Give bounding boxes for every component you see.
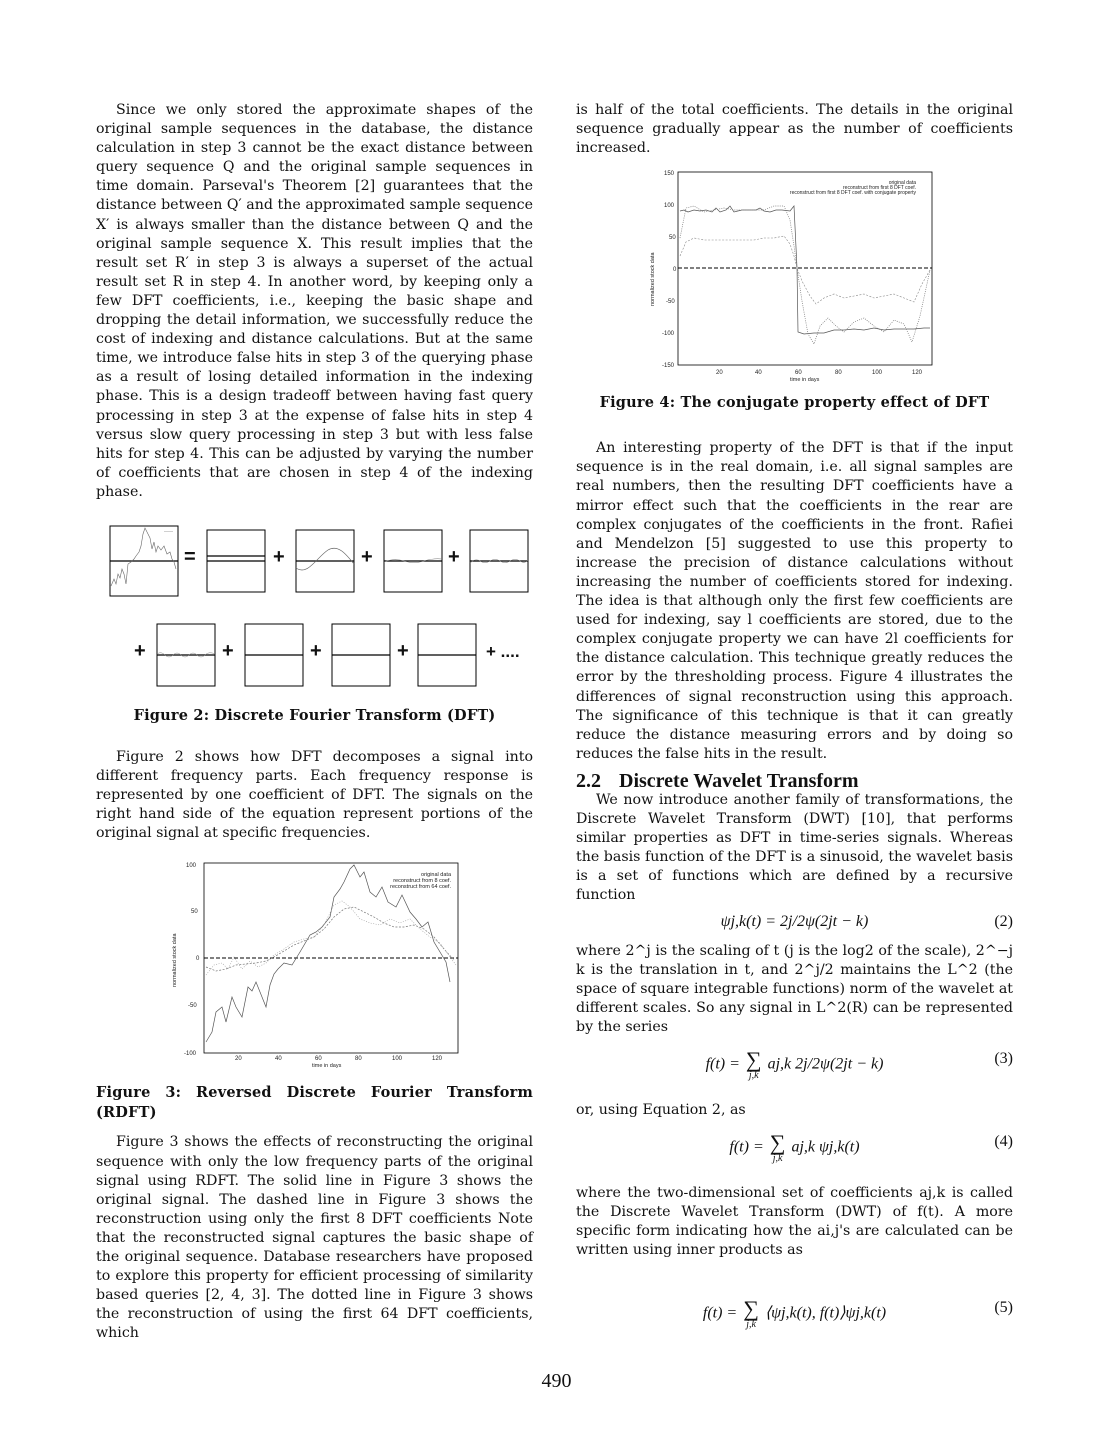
figure-4-line-chart: [644, 166, 944, 384]
plus-operator: +: [134, 639, 146, 662]
paragraph: where the two-dimensional set of coefficients aj,k is called the Discrete Wavelet Transform (DWT) of f(t). A more specific form indicating how the ai,j's are calculated can be written using inner products as: [576, 1185, 1013, 1259]
paragraph: We now introduce another family of transformations, the Discrete Wavelet Transform (DWT) [10], that performs similar properties as DFT in time-series signals. Whereas the basis function of the DFT is a sinusoid, the wavelet basis is a set of functions which are defined by a recursive function: [576, 791, 1013, 904]
svg-text:50: 50: [191, 909, 198, 916]
svg-text:60: 60: [315, 1056, 322, 1063]
figure-2-original-signal-plot: [106, 524, 181, 602]
equation-4-rhs: aj,k ψj,k(t): [791, 1138, 860, 1156]
equals-operator: =: [184, 545, 196, 568]
figure-2-component-plot: [241, 622, 305, 690]
svg-text:-50: -50: [666, 299, 675, 306]
figure-2-component-plot: [414, 622, 478, 690]
svg-text:normalized stock data: normalized stock data: [172, 933, 178, 988]
equation-3-number: (3): [994, 1050, 1013, 1067]
svg-text:40: 40: [275, 1056, 282, 1063]
svg-text:original data: original data: [421, 872, 451, 879]
svg-text:80: 80: [835, 370, 842, 377]
svg-text:0: 0: [196, 956, 200, 963]
figure-3-line-chart: [164, 857, 464, 1070]
svg-text:-100: -100: [184, 1051, 197, 1058]
paragraph: is half of the total coefficients. The details in the original sequence gradually appear as the number of coefficients increased.: [576, 102, 1013, 157]
equation-5-rhs: ⟨ψj,k(t), f(t)⟩ψj,k(t): [764, 1305, 887, 1323]
equation-2-body: ψj,k(t) = 2j/2ψ(2jt − k): [720, 912, 869, 930]
equation-4-lhs: f(t) =: [729, 1138, 764, 1156]
svg-text:-100: -100: [662, 331, 675, 338]
svg-text:-50: -50: [188, 1003, 197, 1010]
equation-4-number: (4): [994, 1133, 1013, 1151]
plus-ellipsis-operator: + ....: [486, 641, 520, 661]
svg-text:100: 100: [392, 1056, 403, 1063]
svg-text:reconstruct from 8 coef.: reconstruct from 8 coef.: [393, 878, 451, 885]
svg-text:0: 0: [673, 267, 677, 274]
figure-2-component-plot: [153, 622, 217, 690]
plus-operator: +: [361, 545, 373, 568]
equation-3-rhs: aj,k 2j/2ψ(2jt − k): [767, 1055, 884, 1073]
section-number: 2.2: [576, 769, 601, 792]
plus-operator: +: [448, 545, 460, 568]
svg-text:-150: -150: [662, 363, 675, 370]
svg-text:50: 50: [669, 235, 676, 242]
equation-3: [576, 1049, 1013, 1101]
paragraph: An interesting property of the DFT is that if the input sequence is in the real domain, i.e. all signal samples are real numbers, then the resulting DFT coefficients have a mirror effect such that the coefficients in the rear are complex conjugates of the coefficients in the front. Rafiei and Mendelzon [5] suggested to use this property to increase the precision of distance calculations without increasing the number of coefficients stored for indexing. The idea is that although only the first few coefficients are used for indexing, say l coefficients are stored, due to the complex conjugate property we can have 2l coefficients for the distance calculation. This technique greatly reduces the error by the thresholding process. Figure 4 illustrates the differences of signal reconstruction using this approach. The significance of this technique is that it can greatly reduce the distance measuring errors and by doing so reduces the false hits in the result.: [576, 440, 1013, 762]
svg-text:120: 120: [432, 1056, 443, 1063]
svg-text:150: 150: [664, 171, 675, 178]
svg-text:time in days: time in days: [790, 377, 820, 384]
figure-2-component-plot: [380, 528, 444, 596]
svg-text:40: 40: [755, 370, 762, 377]
equation-5-lhs: f(t) =: [702, 1305, 738, 1323]
svg-text:time in days: time in days: [312, 1063, 342, 1070]
figure-3-caption: Figure 3: Reversed Discrete Fourier Transform (RDFT): [96, 1084, 533, 1121]
svg-text:reconstruct from 64 coef.: reconstruct from 64 coef.: [390, 884, 451, 891]
svg-text:normalized stock data: normalized stock data: [650, 252, 656, 307]
svg-text:80: 80: [355, 1056, 362, 1063]
svg-text:20: 20: [235, 1056, 242, 1063]
svg-text:120: 120: [912, 370, 923, 377]
svg-text:100: 100: [664, 203, 675, 210]
svg-text:60: 60: [795, 370, 802, 377]
figure-2-component-plot: [292, 528, 356, 596]
summation-symbol: ∑ j,k: [743, 1296, 759, 1331]
plus-operator: +: [273, 545, 285, 568]
figure-2-component-plot: [328, 622, 392, 690]
plus-operator: +: [222, 639, 234, 662]
page-number: 490: [541, 1370, 572, 1392]
svg-text:100: 100: [186, 863, 197, 870]
svg-text:reconstruct from first 8 DFT c: reconstruct from first 8 DFT coef. with conjugate property: [789, 190, 916, 197]
summation-symbol: ∑ j,k: [745, 1047, 762, 1081]
paragraph: or, using Equation 2, as: [576, 1102, 746, 1118]
section-title: Discrete Wavelet Transform: [619, 769, 859, 792]
plus-operator: +: [310, 639, 322, 662]
paragraph: where 2^j is the scaling of t (j is the log2 of the scale), 2^−j k is the translation in t, and 2^j/2 maintains the L^2 (the space of square integrable functions) norm of the wavelet at different scales. So any signal in L^2(R) can be represented by the series: [576, 942, 1013, 1035]
plus-operator: +: [397, 639, 409, 662]
paragraph: Figure 2 shows how DFT decomposes a signal into different frequency parts. Each frequency response is represented by one coefficient of DFT. The signals on the right hand side of the equation represent portions of the original signal at specific frequencies.: [96, 748, 533, 842]
paragraph: Since we only stored the approximate shapes of the original sample sequences in the database, the distance calculation in step 3 cannot be the exact distance between query sequence Q and the original sample sequences in time domain. Parseval's Theorem [2] guarantees that the distance between Q′ and the approximated sample sequence X′ is always smaller than the distance between Q and the original sample sequence X. This result implies that the result set R′ in step 3 is always a superset of the actual result set R in step 4. In another word, by keeping only a few DFT coefficients, i.e., keeping the basic shape and dropping the detail information, we successfully reduce the cost of indexing and distance calculations. But at the same time, we introduce false hits in step 3 of the querying phase as a result of losing detailed information in the indexing phase. This is a design tradeoff between having fast query processing in step 3 at the expense of false hits in step 4 versus slow query processing in step 3 but with less false hits for step 4. This can be adjusted by varying the number of coefficients that are chosen in step 4 of the indexing phase.: [96, 102, 533, 500]
svg-text:reconstruct from first 8 DFT c: reconstruct from first 8 DFT coef.: [843, 185, 916, 192]
equation-4: [576, 1132, 1013, 1184]
summation-symbol: ∑ j,k: [769, 1130, 786, 1165]
svg-text:———: ———: [164, 528, 173, 533]
equation-5: [576, 1298, 1013, 1350]
figure-2-component-plot: [466, 528, 530, 596]
figure-2-component-plot: [203, 528, 267, 596]
right-column: [576, 101, 1013, 1350]
equation-5-number: (5): [994, 1299, 1013, 1317]
figure-2-caption: Figure 2: Discrete Fourier Transform (DFT): [133, 706, 496, 724]
equation-2-number: (2): [994, 912, 1013, 930]
left-column: [96, 101, 533, 1343]
paragraph: Figure 3 shows the effects of reconstructing the original sequence with only the low frequency parts of the original signal using RDFT. The solid line in Figure 3 shows the original signal. The dashed line in Figure 3 shows the reconstruction using only the first 8 DFT coefficients Note that the reconstructed signal captures the basic shape of the original sequence. Database researchers have proposed to explore this property for efficient processing of similarity based queries [2, 4, 3]. The dotted line in Figure 3 shows the reconstruction of using the first 64 DFT coefficients, which: [96, 1134, 533, 1342]
svg-text:100: 100: [872, 370, 883, 377]
section-heading: [576, 769, 1013, 792]
equation-3-lhs: f(t) =: [705, 1055, 740, 1073]
svg-text:20: 20: [716, 370, 723, 377]
svg-text:original data: original data: [888, 180, 916, 187]
figure-2: [96, 524, 533, 734]
equation-2: [576, 912, 1013, 942]
figure-3: [96, 857, 533, 1121]
figure-4-caption: Figure 4: The conjugate property effect of DFT: [599, 394, 990, 412]
figure-4: [576, 166, 1013, 412]
